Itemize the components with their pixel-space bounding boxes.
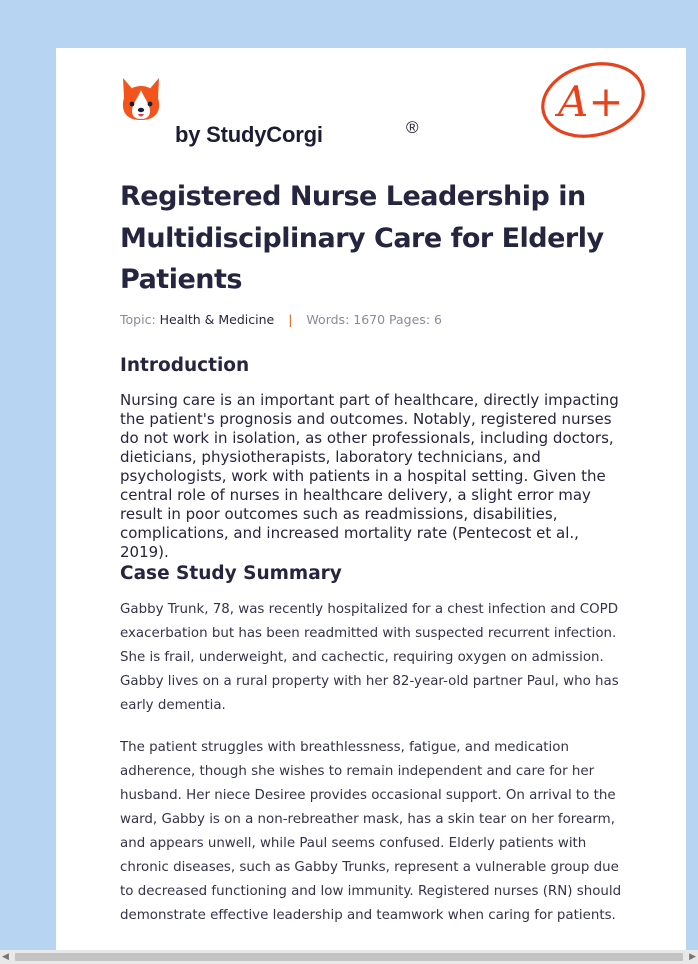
corgi-icon [120,76,162,122]
topic-label: Topic: [120,312,156,327]
case-study-paragraph-2: The patient struggles with breathlessness, fatigue, and medication adherence, though she wishes to remain independent and care for her husband. Her niece Desiree provides occasional support. On arrival to the ward, Gabby is on a non-rebreather mask, has a skin tear on her forearm, and appears unwell, while Paul seems confused. Elderly patients with chronic diseases, such as Gabby Trunks, represent a vulnerable group due to decreased functioning and low immunity. Registered nurses (RN) should demonstrate effective leadership and teamwork when caring for patients. [120,740,622,923]
meta-separator: | [288,312,293,327]
brand-name: by StudyCorgi [175,122,323,147]
introduction-heading: Introduction [120,355,250,376]
essay-meta [120,312,442,327]
horizontal-scrollbar[interactable] [0,950,698,964]
essay-title: Registered Nurse Leadership in Multidisciplinary Care for Elderly Patients [120,181,604,295]
introduction-paragraph: Nursing care is an important part of healthcare, directly impacting the patient's prognosis and outcomes. Notably, registered nurses do not work in isolation, as other professionals, including doctors, dieticians, physiotherapists, laboratory technicians, and psychologists, work with patients in a hospital setting. Given the central role of nurses in healthcare delivery, a slight error may result in poor outcomes such as readmissions, disabilities, complications, and increased mortality rate (Pentecost et al., 2019). [120,391,619,561]
grade-a-plus-badge [538,58,650,140]
case-study-paragraph-1: Gabby Trunk, 78, was recently hospitalized for a chest infection and COPD exacerbation but has been readmitted with suspected recurrent infection. She is frail, underweight, and cachectic, requiring oxygen on admission. Gabby lives on a rural property with her 82-year-old partner Paul, who has early dementia. [120,602,619,713]
case-study-heading: Case Study Summary [120,563,342,584]
grade-text: A+ [558,77,624,126]
scroll-right-icon[interactable]: ▶ [689,952,696,962]
topic-link[interactable]: Health & Medicine [159,312,275,327]
word-count: Words: 1670 [306,312,386,327]
scrollbar-thumb[interactable] [15,953,683,961]
document-page [56,48,686,952]
registered-mark: ® [406,118,419,137]
studycorgi-logo[interactable] [120,76,419,147]
page-count: Pages: 6 [389,312,442,327]
scroll-left-icon[interactable]: ◀ [2,952,9,962]
